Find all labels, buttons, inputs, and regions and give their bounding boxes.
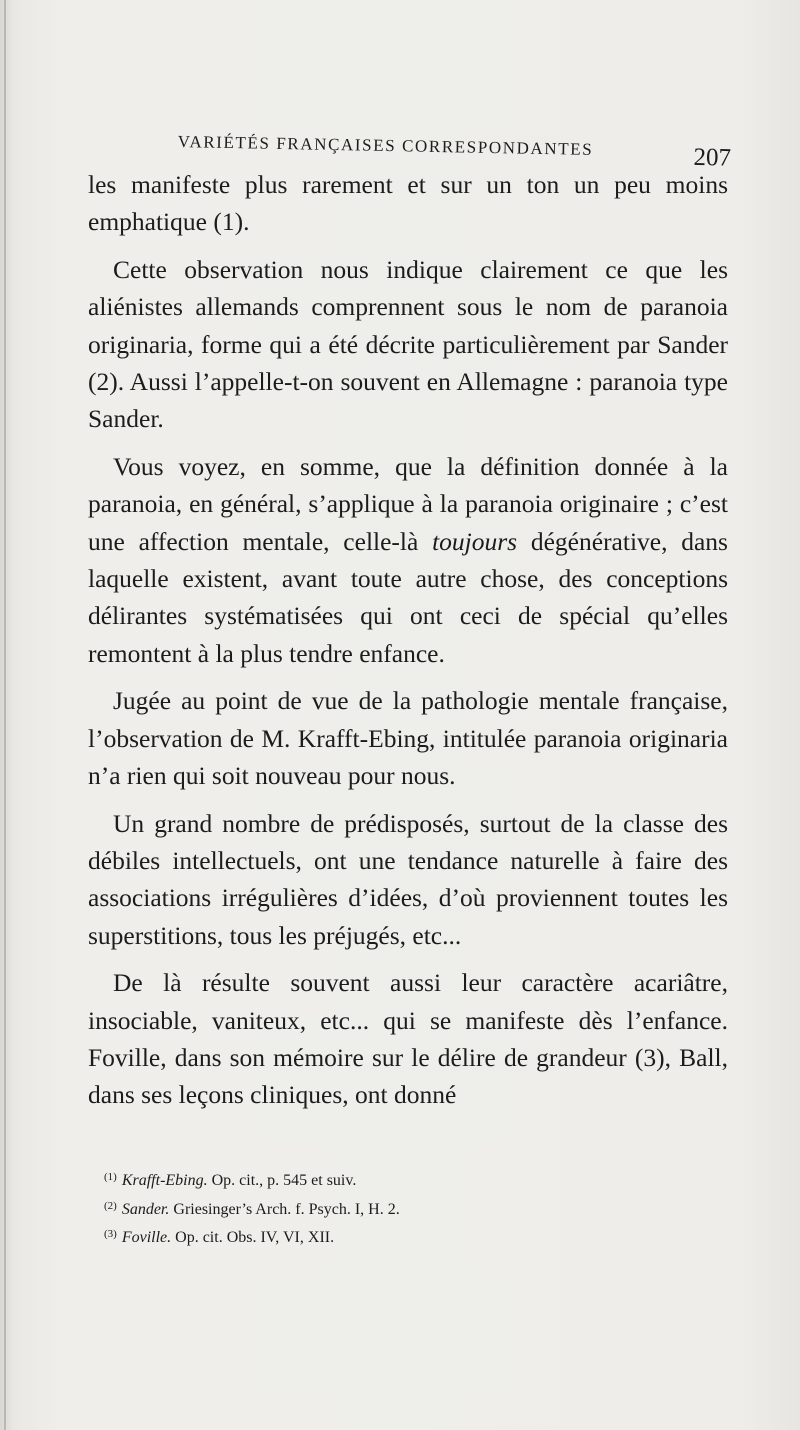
footnote-text: Op. cit. Obs. IV, VI, XII.: [175, 1229, 335, 1246]
paragraph-3-text-b: dégénérative, dans laquelle existent, avant toute autre chose, des conceptions délirantes systématisées qui ont ceci de spécial qu’elles remontent à la plus tendre enfance.: [88, 526, 728, 668]
paragraph-4: Jugée au point de vue de la pathologie mentale française, l’observation de M. Krafft-Ebing, intitulée paranoia originaria n’a rien qui soit nouveau pour nous.: [88, 686, 728, 791]
footnote-3: [104, 1222, 400, 1251]
page-edge-shadow: [4, 0, 6, 1430]
paragraph-1: les manifeste plus rarement et sur un ton un peu moins emphatique (1).: [88, 170, 728, 237]
footnote-2: [104, 1194, 400, 1223]
paragraph-3: [88, 448, 728, 672]
footnote-text: Op. cit., p. 545 et suiv.: [211, 1172, 357, 1189]
footnotes: [104, 1165, 400, 1251]
paragraph-3-italic: toujours: [432, 526, 518, 556]
footnote-author: Foville.: [121, 1229, 172, 1246]
footnote-mark: (3): [104, 1228, 117, 1240]
footnote-text: Griesinger’s Arch. f. Psych. I, H. 2.: [173, 1200, 400, 1218]
body-text: [88, 166, 728, 1114]
footnote-mark: (1): [104, 1171, 117, 1183]
footnote-author: Sander.: [121, 1200, 170, 1218]
paragraph-5: Un grand nombre de prédisposés, surtout de la classe des débiles intellectuels, ont une tendance naturelle à faire des associations irrégulières d’idées, d’où proviennent toutes les superstitions, tous les préjugés, etc...: [88, 808, 728, 950]
running-head: VARIÉTÉS FRANÇAISES CORRESPONDANTES: [177, 131, 594, 159]
paragraph-3-text-a: Vous voyez, en somme, que la définition donnée à la paranoia, en général, s’applique à la paranoia originaire ; c’est une affection mentale, celle-là: [88, 451, 728, 556]
page-number: 207: [693, 143, 732, 172]
footnote-mark: (2): [104, 1199, 117, 1212]
footnote-author: Krafft-Ebing.: [121, 1172, 208, 1189]
footnote-1: [104, 1165, 400, 1194]
paragraph-2: Cette observation nous indique clairement ce que les aliénistes allemands comprennent sous le nom de paranoia originaria, forme qui a été décrite particulièrement par Sander (2). Aussi l’appelle-t-on souvent en Allemagne : paranoia type Sander.: [88, 254, 728, 434]
paragraph-6: De là résulte souvent aussi leur caractère acariâtre, insociable, vaniteux, etc... qui se manifeste dès l’enfance. Foville, dans son mémoire sur le délire de grandeur (3), Ball, dans ses leçons cliniques, ont donné: [88, 968, 728, 1110]
